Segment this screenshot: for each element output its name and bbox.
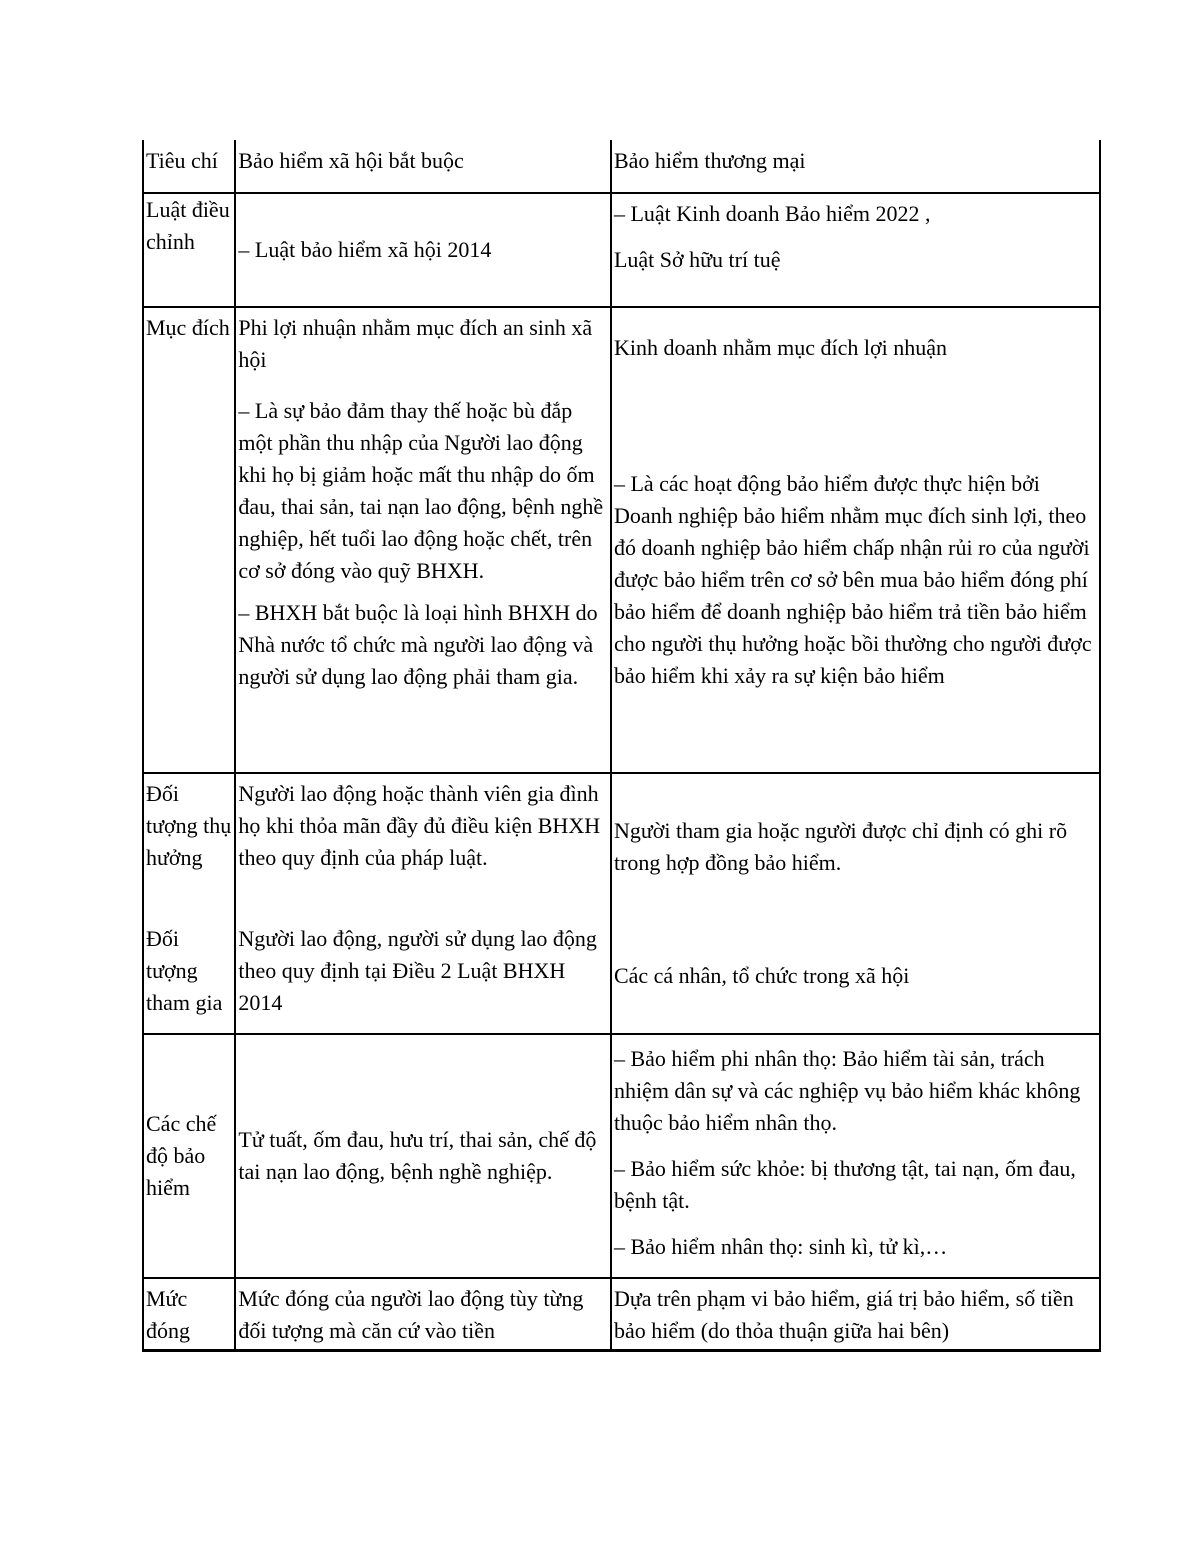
- row-governing-law: [143, 193, 1100, 307]
- commercial-purpose-summary: Kinh doanh nhằm mục đích lợi nhuận: [611, 307, 1100, 387]
- compulsory-governing-law: – Luật bảo hiểm xã hội 2014: [235, 193, 611, 307]
- row-purpose-summary: [143, 307, 1100, 387]
- header-commercial-insurance: Bảo hiểm thương mại: [611, 140, 1100, 193]
- commercial-law-line-2: Luật Sở hữu trí tuệ: [613, 247, 781, 272]
- label-insurance-regimes: Các chế độ bảo hiểm: [143, 1034, 235, 1278]
- comparison-table: [142, 140, 1101, 1352]
- commercial-governing-law: [611, 193, 1100, 307]
- row-insurance-regimes: [143, 1034, 1100, 1278]
- compulsory-purpose-paragraph-2: – BHXH bắt buộc là loại hình BHXH do Nhà nước tổ chức mà người lao động và người sử dụng lao động phải tham gia.: [238, 600, 598, 689]
- row-purpose-detail: [143, 387, 1100, 773]
- header-compulsory-insurance: Bảo hiểm xã hội bắt buộc: [235, 140, 611, 193]
- compulsory-contribution: Mức đóng của người lao động tùy từng đối tượng mà căn cứ vào tiền: [235, 1278, 611, 1350]
- commercial-law-line-1: – Luật Kinh doanh Bảo hiểm 2022 ,: [613, 201, 931, 226]
- commercial-regime-non-life: – Bảo hiểm phi nhân thọ: Bảo hiểm tài sản, trách nhiệm dân sự và các nghiệp vụ bảo hiểm khác không thuộc bảo hiểm nhân thọ.: [613, 1046, 1081, 1135]
- commercial-contribution: Dựa trên phạm vi bảo hiểm, giá trị bảo hiểm, số tiền bảo hiểm (do thỏa thuận giữa hai bên): [611, 1278, 1100, 1350]
- compulsory-insurance-regimes: Tử tuất, ốm đau, hưu trí, thai sản, chế độ tai nạn lao động, bệnh nghề nghiệp.: [235, 1034, 611, 1278]
- label-purpose: Mục đích: [143, 307, 235, 387]
- compulsory-participant: Người lao động, người sử dụng lao động theo quy định tại Điều 2 Luật BHXH 2014: [235, 919, 611, 1034]
- commercial-beneficiary: Người tham gia hoặc người được chỉ định có ghi rõ trong hợp đồng bảo hiểm.: [611, 773, 1100, 919]
- row-contribution: [143, 1278, 1100, 1350]
- commercial-regime-life: – Bảo hiểm nhân thọ: sinh kì, tử kì,…: [613, 1234, 948, 1259]
- commercial-participant: Các cá nhân, tổ chức trong xã hội: [611, 919, 1100, 1034]
- compulsory-beneficiary: Người lao động hoặc thành viên gia đình họ khi thỏa mãn đầy đủ điều kiện BHXH theo quy định của pháp luật.: [235, 773, 611, 919]
- row-participant: [143, 919, 1100, 1034]
- commercial-insurance-regimes: [611, 1034, 1100, 1278]
- label-governing-law: Luật điều chỉnh: [143, 193, 235, 307]
- label-contribution: Mức đóng: [143, 1278, 235, 1350]
- commercial-regime-health: – Bảo hiểm sức khỏe: bị thương tật, tai nạn, ốm đau, bệnh tật.: [613, 1156, 1076, 1213]
- commercial-purpose-detail: – Là các hoạt động bảo hiểm được thực hiện bởi Doanh nghiệp bảo hiểm nhằm mục đích sinh lợi, theo đó doanh nghiệp bảo hiểm chấp nhận rủi ro của người được bảo hiểm trên cơ sở bên mua bảo hiểm đóng phí bảo hiểm để doanh nghiệp bảo hiểm trả tiền bảo hiểm cho người thụ hưởng hoặc bồi thường cho người được bảo hiểm khi xảy ra sự kiện bảo hiểm: [611, 387, 1100, 773]
- compulsory-purpose-summary: Phi lợi nhuận nhằm mục đích an sinh xã hội: [235, 307, 611, 387]
- compulsory-purpose-paragraph-1: – Là sự bảo đảm thay thế hoặc bù đắp một phần thu nhập của Người lao động khi họ bị giảm hoặc mất thu nhập do ốm đau, thai sản, tai nạn lao động, bệnh nghề nghiệp, hết tuổi lao động hoặc chết, trên cơ sở đóng vào quỹ BHXH.: [238, 398, 604, 583]
- row-beneficiary: [143, 773, 1100, 919]
- header-criteria: Tiêu chí: [143, 140, 235, 193]
- label-beneficiary: Đối tượng thụ hưởng: [143, 773, 235, 919]
- header-row: [143, 140, 1100, 193]
- label-participant: Đối tượng tham gia: [143, 919, 235, 1034]
- label-purpose-continued: [143, 387, 235, 773]
- compulsory-purpose-detail: [235, 387, 611, 773]
